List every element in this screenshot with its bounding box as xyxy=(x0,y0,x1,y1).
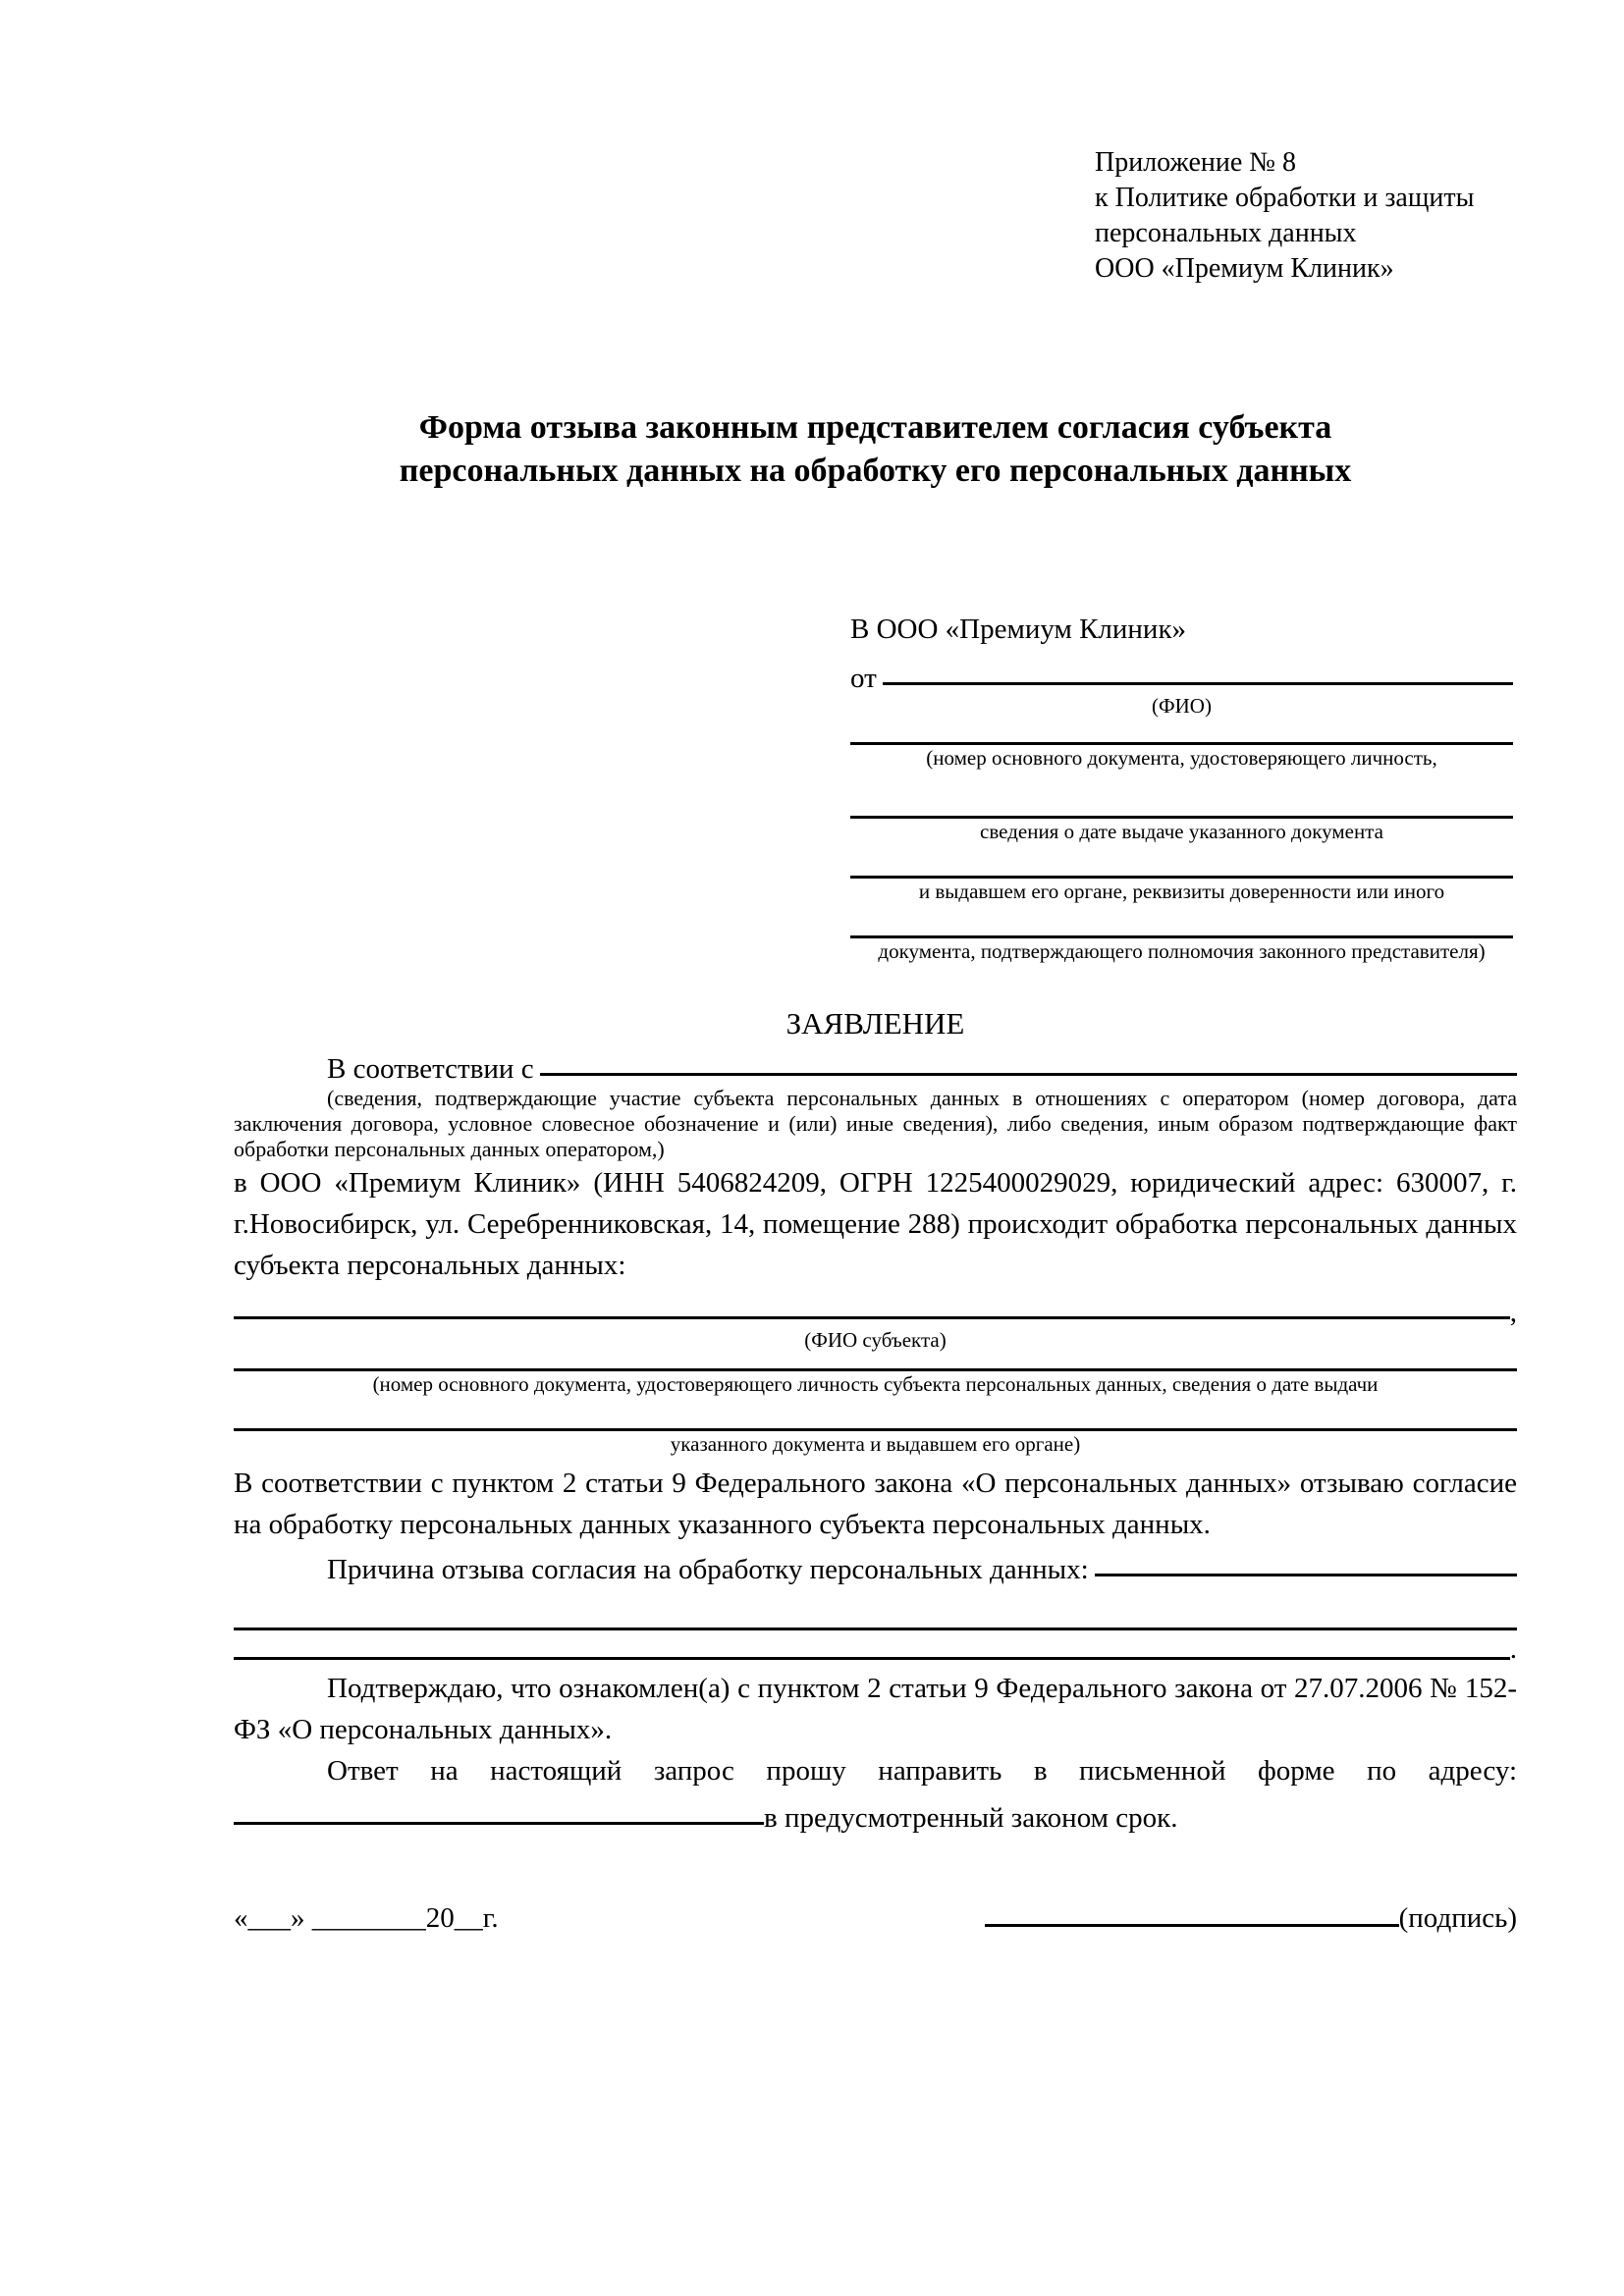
date-field: «___» ________20__г. xyxy=(234,1902,499,1934)
subject-doc-caption-2: указанного документа и выдавшем его органе) xyxy=(670,1432,1081,1456)
representative-name-field-line xyxy=(883,682,1513,685)
representative-doc-caption-2: сведения о дате выдаче указанного документа xyxy=(980,820,1383,843)
withdrawal-paragraph: В соответствии с пунктом 2 статьи 9 Федерального закона «О персональных данных» отзываю согласие на обработку персональных данных указанного субъекта персональных данных. xyxy=(234,1468,1517,1540)
addressee-org: В ООО «Премиум Клиник» xyxy=(850,614,1187,645)
basis-field-line xyxy=(540,1073,1517,1076)
annex-line: персональных данных xyxy=(1095,218,1357,248)
acknowledgement-paragraph: Подтверждаю, что ознакомлен(а) с пунктом 2 статьи 9 Федерального закона от 27.07.2006 № 152-ФЗ «О персональных данных». xyxy=(234,1673,1517,1745)
annex-line: к Политике обработки и защиты xyxy=(1095,183,1475,213)
annex-line: ООО «Премиум Клиник» xyxy=(1095,253,1394,284)
representative-doc-caption-4: документа, подтверждающего полномочия законного представителя) xyxy=(878,939,1486,963)
representative-doc-caption-1: (номер основного документа, удостоверяющего личность, xyxy=(926,746,1437,770)
subject-fio-row xyxy=(234,1286,1517,1327)
address-field-line xyxy=(234,1822,764,1825)
operator-paragraph: в ООО «Премиум Клиник» (ИНН 5406824209, ОГРН 1225400029029, юридический адрес: 630007, г. г.Новосибирск, ул. Серебренниковская, 14, помещение 288) происходит обработка персональных данных субъекта персональных данных: xyxy=(234,1167,1517,1281)
response-tail: в предусмотренный законом срок. xyxy=(764,1801,1178,1834)
reason-extra-line-2 xyxy=(234,1657,1510,1660)
response-request-paragraph: Ответ на настоящий запрос прошу направить в письменной форме по адресу: xyxy=(327,1755,1517,1787)
signature-footer xyxy=(234,1903,1517,1933)
basis-prefix: В соответствии с xyxy=(327,1052,534,1085)
reason-terminator: . xyxy=(1509,1633,1517,1665)
from-row xyxy=(850,650,1513,693)
annex-reference xyxy=(1095,145,1517,287)
representative-doc-caption-3: и выдавшем его органе, реквизиты доверенности или иного xyxy=(918,880,1445,903)
signature-field-line xyxy=(985,1924,1399,1927)
reason-field-line xyxy=(1095,1574,1517,1576)
subject-fio-caption: (ФИО субъекта) xyxy=(804,1328,947,1352)
reason-label: Причина отзыва согласия на обработку персональных данных: xyxy=(327,1553,1089,1585)
from-label: от xyxy=(850,662,877,694)
subject-fio-field-line xyxy=(234,1316,1510,1319)
reason-row xyxy=(234,1545,1517,1584)
annex-line: Приложение № 8 xyxy=(1095,147,1296,178)
fio-caption: (ФИО) xyxy=(1152,694,1212,718)
subject-doc-caption-1: (номер основного документа, удостоверяющего личность субъекта персональных данных, сведения о дате выдачи xyxy=(372,1372,1379,1396)
subject-fio-suffix: , xyxy=(1509,1297,1517,1328)
signature-block xyxy=(985,1903,1517,1933)
basis-note: (сведения, подтверждающие участие субъекта персональных данных в отношениях с оператором (номер договора, дата заключения договора, условное словесное обозначение и (или) иные сведения), либо сведения, иным образом подтверждающие факт обработки персональных данных оператором,) xyxy=(234,1086,1517,1161)
addressee-block xyxy=(850,609,1513,964)
document-title: Форма отзыва законным представителем согласия субъекта персональных данных на обработку его персональных данных xyxy=(399,409,1352,489)
statement-heading: ЗАЯВЛЕНИЕ xyxy=(785,1006,965,1041)
signature-caption: (подпись) xyxy=(1398,1902,1517,1934)
reason-extra-row xyxy=(234,1630,1517,1664)
response-address-row xyxy=(234,1791,1517,1833)
basis-row xyxy=(234,1044,1517,1084)
